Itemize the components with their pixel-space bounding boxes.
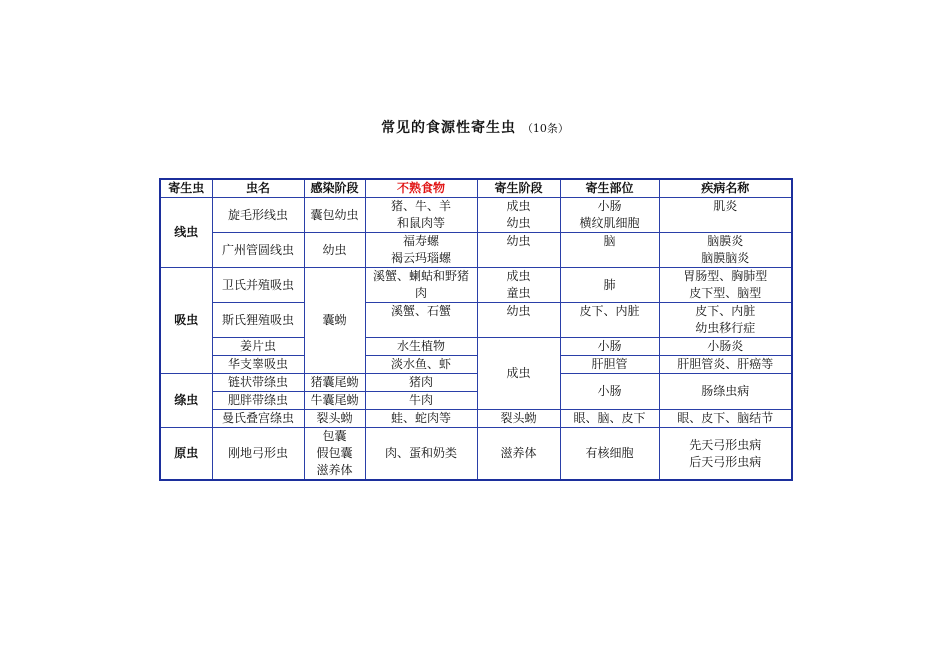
disease-cell [659, 268, 792, 303]
table-row [160, 338, 792, 356]
disease-line: 肌炎 [713, 199, 738, 213]
stage-line: 幼虫 [506, 304, 531, 318]
table-row [160, 374, 792, 392]
group-label: 绦虫 [160, 374, 212, 428]
group-label: 吸虫 [160, 268, 212, 374]
parasite-name: 姜片虫 [212, 338, 304, 356]
food-cell: 蛙、蛇肉等 [365, 410, 477, 428]
infective-stage: 牛囊尾蚴 [304, 392, 365, 410]
stage-line: 幼虫 [506, 216, 531, 230]
parasitic-stage-cell [477, 268, 560, 303]
disease-cell: 小肠炎 [659, 338, 792, 356]
parasite-name: 链状带绦虫 [212, 374, 304, 392]
parasite-name: 卫氏并殖吸虫 [212, 268, 304, 303]
header-disease: 疾病名称 [659, 179, 792, 198]
parasite-name: 华支睾吸虫 [212, 356, 304, 374]
disease-line: 先天弓形虫病 [689, 437, 762, 452]
table-row [160, 233, 792, 268]
title-note: （10条） [521, 122, 569, 135]
title-text: 常见的食源性寄生虫 [381, 120, 517, 136]
stage-line: 幼虫 [506, 234, 531, 248]
food-cell [365, 198, 477, 233]
site-cell: 小肠 [560, 338, 659, 356]
header-parasite: 寄生虫 [160, 179, 212, 198]
group-label: 原虫 [160, 428, 212, 481]
food-line: 溪蟹、石蟹 [390, 304, 451, 318]
disease-line: 皮下、内脏 [695, 304, 756, 318]
disease-cell: 肠绦虫病 [659, 374, 792, 410]
page-title [0, 117, 950, 137]
disease-line: 脑膜炎 [707, 234, 744, 248]
stage-line: 成虫 [506, 199, 531, 213]
disease-cell: 肝胆管炎、肝癌等 [659, 356, 792, 374]
disease-cell [659, 303, 792, 338]
site-line: 横纹肌细胞 [579, 216, 640, 230]
header-parasitic-site: 寄生部位 [560, 179, 659, 198]
table-row [160, 198, 792, 233]
parasite-name: 刚地弓形虫 [212, 428, 304, 481]
food-cell: 牛肉 [365, 392, 477, 410]
disease-line: 胃肠型、胸肺型 [683, 269, 768, 283]
site-cell [560, 303, 659, 338]
table-row [160, 428, 792, 481]
disease-line: 脑膜脑炎 [701, 251, 750, 265]
site-line: 小肠 [597, 199, 622, 213]
site-cell: 肝胆管 [560, 356, 659, 374]
disease-cell [659, 198, 792, 233]
food-line: 和鼠肉等 [396, 216, 445, 230]
parasite-name: 肥胖带绦虫 [212, 392, 304, 410]
food-cell [365, 233, 477, 268]
infective-stage-cell [304, 428, 365, 481]
stage-line: 滋养体 [316, 463, 353, 477]
food-cell [365, 303, 477, 338]
group-label: 线虫 [160, 198, 212, 268]
infective-stage: 囊蚴 [304, 268, 365, 374]
parasitic-stage-cell: 滋养体 [477, 428, 560, 481]
parasite-name: 曼氏叠宫绦虫 [212, 410, 304, 428]
food-cell: 淡水鱼、虾 [365, 356, 477, 374]
disease-line: 后天弓形虫病 [689, 454, 762, 469]
parasite-name: 旋毛形线虫 [212, 198, 304, 233]
infective-stage: 囊包幼虫 [304, 198, 365, 233]
parasitic-stage-cell [477, 303, 560, 338]
infective-stage: 幼虫 [304, 233, 365, 268]
infective-stage: 裂头蚴 [304, 410, 365, 428]
table-row [160, 356, 792, 374]
table-header-row [160, 179, 792, 198]
food-cell: 溪蟹、蝲蛄和野猪肉 [365, 268, 477, 303]
food-line: 福寿螺 [402, 234, 439, 248]
site-line: 皮下、内脏 [579, 304, 640, 318]
parasitic-stage-cell [477, 233, 560, 268]
site-cell: 眼、脑、皮下 [560, 410, 659, 428]
food-cell: 猪肉 [365, 374, 477, 392]
table-row [160, 303, 792, 338]
disease-cell [659, 428, 792, 481]
header-parasitic-stage: 寄生阶段 [477, 179, 560, 198]
infective-stage: 猪囊尾蚴 [304, 374, 365, 392]
site-line: 脑 [603, 234, 616, 248]
header-infective-stage: 感染阶段 [304, 179, 365, 198]
food-line: 猪、牛、羊 [390, 199, 451, 213]
parasitic-stage-cell [477, 198, 560, 233]
stage-line: 童虫 [506, 286, 531, 300]
header-undercooked-food: 不熟食物 [365, 179, 477, 198]
stage-line: 包囊 [322, 429, 347, 443]
disease-line: 皮下型、脑型 [689, 286, 762, 300]
site-cell: 小肠 [560, 374, 659, 410]
food-cell: 水生植物 [365, 338, 477, 356]
site-cell [560, 233, 659, 268]
parasitic-stage-cell: 裂头蚴 [477, 410, 560, 428]
parasitic-stage-cell: 成虫 [477, 338, 560, 410]
header-name: 虫名 [212, 179, 304, 198]
table-row [160, 268, 792, 303]
disease-cell: 眼、皮下、脑结节 [659, 410, 792, 428]
stage-line: 成虫 [506, 269, 531, 283]
food-cell: 肉、蛋和奶类 [365, 428, 477, 481]
parasite-name: 斯氏狸殖吸虫 [212, 303, 304, 338]
site-cell: 肺 [560, 268, 659, 303]
food-line: 褐云玛瑙螺 [390, 251, 451, 265]
site-cell: 有核细胞 [560, 428, 659, 481]
parasite-table [159, 178, 793, 481]
disease-cell [659, 233, 792, 268]
stage-line: 假包囊 [316, 446, 353, 460]
site-cell [560, 198, 659, 233]
table-row [160, 410, 792, 428]
disease-line: 幼虫移行症 [695, 321, 756, 335]
parasite-name: 广州管圆线虫 [212, 233, 304, 268]
